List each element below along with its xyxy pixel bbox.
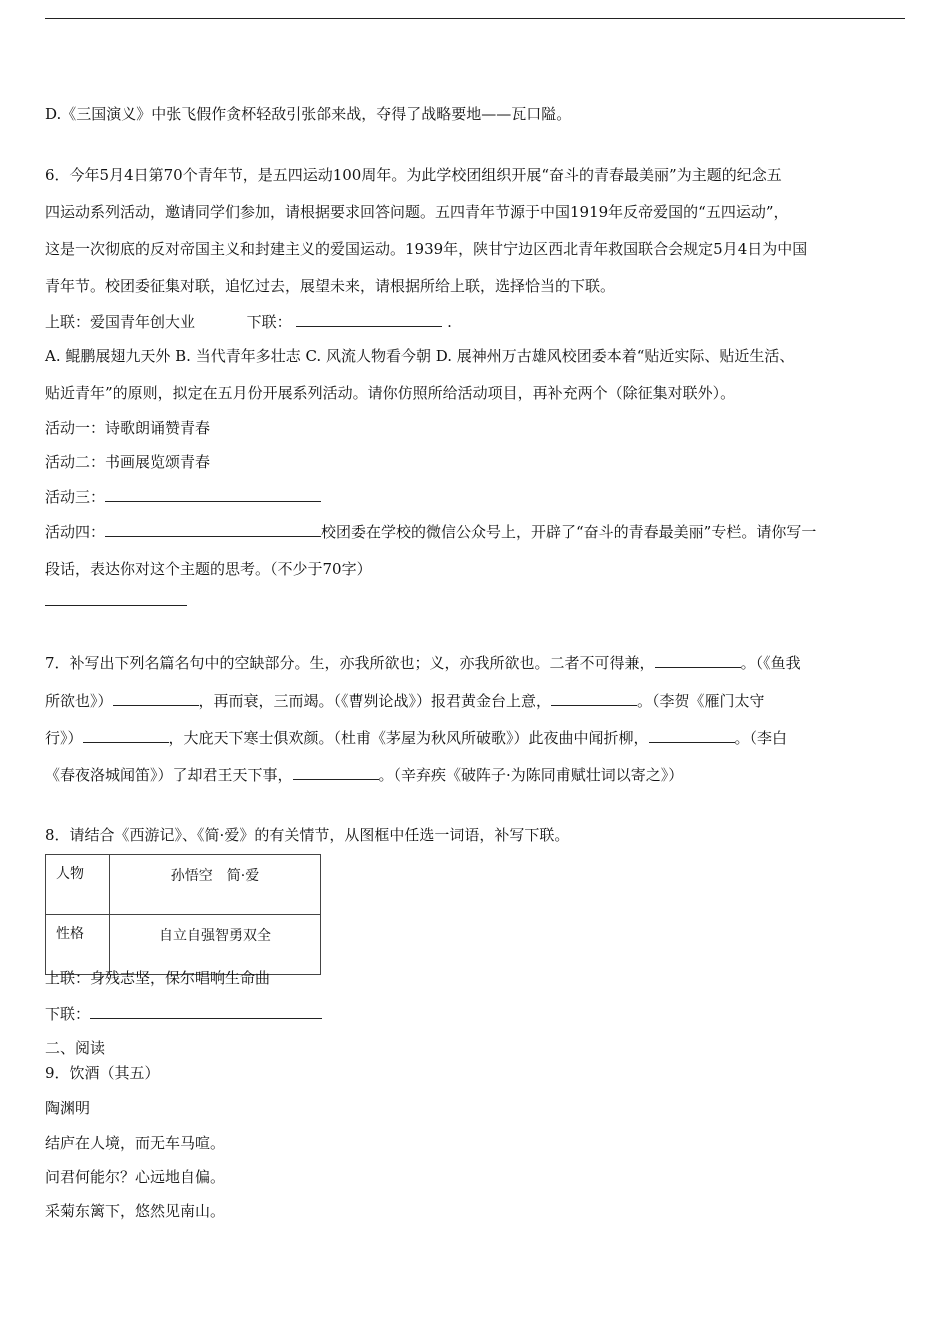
q7-line-1 <box>45 652 801 673</box>
option-d: D.《三国演义》中张飞假作贪杯轻敌引张郃来战，夺得了战略要地——瓦口隘。 <box>45 105 572 123</box>
q6-activity-4-row <box>45 521 816 542</box>
q7-line-2-c: 。（李贺《雁门太守 <box>637 692 765 710</box>
poem-line-1: 结庐在人境，而无车马喧。 <box>45 1134 226 1152</box>
q7-line-2-a: 所欲也》） <box>45 692 113 710</box>
q6-activity-3-row <box>45 486 321 507</box>
q7-line-3-c: 。（李白 <box>734 729 788 747</box>
table-key-character: 人物 <box>46 855 110 915</box>
q7-line-3-b: ，大庇天下寒士俱欢颜。（杜甫《茅屋为秋风所破歌》）此夜曲中闻折柳， <box>168 729 649 747</box>
q7-blank-4[interactable] <box>83 727 169 743</box>
q8-upper-couplet: 上联：身残志坚，保尔唱响生命曲 <box>45 969 271 987</box>
q7-line-1-end: 。（《鱼我 <box>740 654 801 672</box>
poem-line-3: 采菊东篱下，悠然见南山。 <box>45 1202 226 1220</box>
section-heading-reading: 二、阅读 <box>45 1039 106 1057</box>
q8-lower-blank[interactable] <box>90 1003 322 1019</box>
q7-blank-1[interactable] <box>655 652 741 668</box>
q6-activity-4-blank[interactable] <box>105 521 321 537</box>
q6-period: . <box>447 313 452 331</box>
table-value-character: 孙悟空 简·爱 <box>110 855 321 915</box>
q7-line-1-text: 7．补写出下列名篇名句中的空缺部分。生，亦我所欲也；义，亦我所欲也。二者不可得兼， <box>45 654 655 672</box>
q6-line-3: 这是一次彻底的反对帝国主义和封建主义的爱国运动。1939年，陕甘宁边区西北青年救国联合会规定5月4日为中国 <box>45 240 808 258</box>
table-row <box>46 855 321 915</box>
q6-activity-2: 活动二：书画展览颂青春 <box>45 453 211 471</box>
q6-line-4: 青年节。校团委征集对联，追忆过去，展望未来，请根据所给上联，选择恰当的下联。 <box>45 277 616 295</box>
q7-line-2-b: ，再而衰，三而竭。（《曹刿论战》）报君黄金台上意， <box>198 692 552 710</box>
q7-line-3-a: 行》） <box>45 729 83 747</box>
q7-blank-2[interactable] <box>113 690 199 706</box>
q6-activity-3-label: 活动三： <box>45 488 106 506</box>
q6-lower-label: 下联： <box>246 313 292 331</box>
q6-essay-blank[interactable] <box>45 590 187 606</box>
q7-line-2 <box>45 690 765 711</box>
q6-activity-4-after: 校团委在学校的微信公众号上，开辟了“奋斗的青春最美丽”专栏。请你写一 <box>321 523 817 541</box>
q6-line-2: 四运动系列活动，邀请同学们参加，请根据要求回答问题。五四青年节源于中国1919年反帝爱国的“五四运动”， <box>45 203 789 221</box>
q7-blank-6[interactable] <box>293 764 379 780</box>
q7-line-4 <box>45 764 683 785</box>
q8-lower-label: 下联： <box>45 1005 91 1023</box>
q7-blank-5[interactable] <box>649 727 735 743</box>
q7-blank-3[interactable] <box>551 690 637 706</box>
q7-line-4-a: 《春夜洛城闻笛》）了却君王天下事， <box>45 766 293 784</box>
poem-line-2: 问君何能尔？心远地自偏。 <box>45 1168 226 1186</box>
table-value-personality: 自立自强智勇双全 <box>110 915 321 975</box>
q8-line-1: 8．请结合《西游记》、《简·爱》的有关情节，从图框中任选一词语，补写下联。 <box>45 826 570 844</box>
q8-lower-row <box>45 1003 322 1024</box>
table-row <box>46 915 321 975</box>
q6-essay-prompt: 段话，表达你对这个主题的思考。（不少于70字） <box>45 560 372 578</box>
q6-activity-4-label: 活动四： <box>45 523 106 541</box>
q8-word-table <box>45 854 321 975</box>
header-rule <box>45 18 905 19</box>
table-key-personality: 性格 <box>46 915 110 975</box>
q6-options-line-1: A. 鲲鹏展翅九天外 B. 当代青年多壮志 C. 风流人物看今朝 D. 展神州万古雄风校团委本着“贴近实际、贴近生活、 <box>45 347 795 365</box>
q9-title: 9．饮酒（其五） <box>45 1064 160 1082</box>
q6-couplet-row <box>45 311 452 332</box>
q6-upper-couplet: 上联：爱国青年创大业 <box>45 313 196 331</box>
q7-line-3 <box>45 727 787 748</box>
q6-essay-answer-row <box>45 590 187 611</box>
q6-options-line-2: 贴近青年”的原则，拟定在五月份开展系列活动。请你仿照所给活动项目，再补充两个（除征集对联外）。 <box>45 384 736 402</box>
q9-author: 陶渊明 <box>45 1099 91 1117</box>
q6-activity-3-blank[interactable] <box>105 486 321 502</box>
q6-lower-blank[interactable] <box>296 311 442 327</box>
q6-line-1: 6．今年5月4日第70个青年节，是五四运动100周年。为此学校团组织开展“奋斗的青春最美丽”为主题的纪念五 <box>45 166 782 184</box>
q7-line-4-b: 。（辛弃疾《破阵子·为陈同甫赋壮词以寄之》） <box>378 766 684 784</box>
q6-activity-1: 活动一：诗歌朗诵赞青春 <box>45 419 211 437</box>
